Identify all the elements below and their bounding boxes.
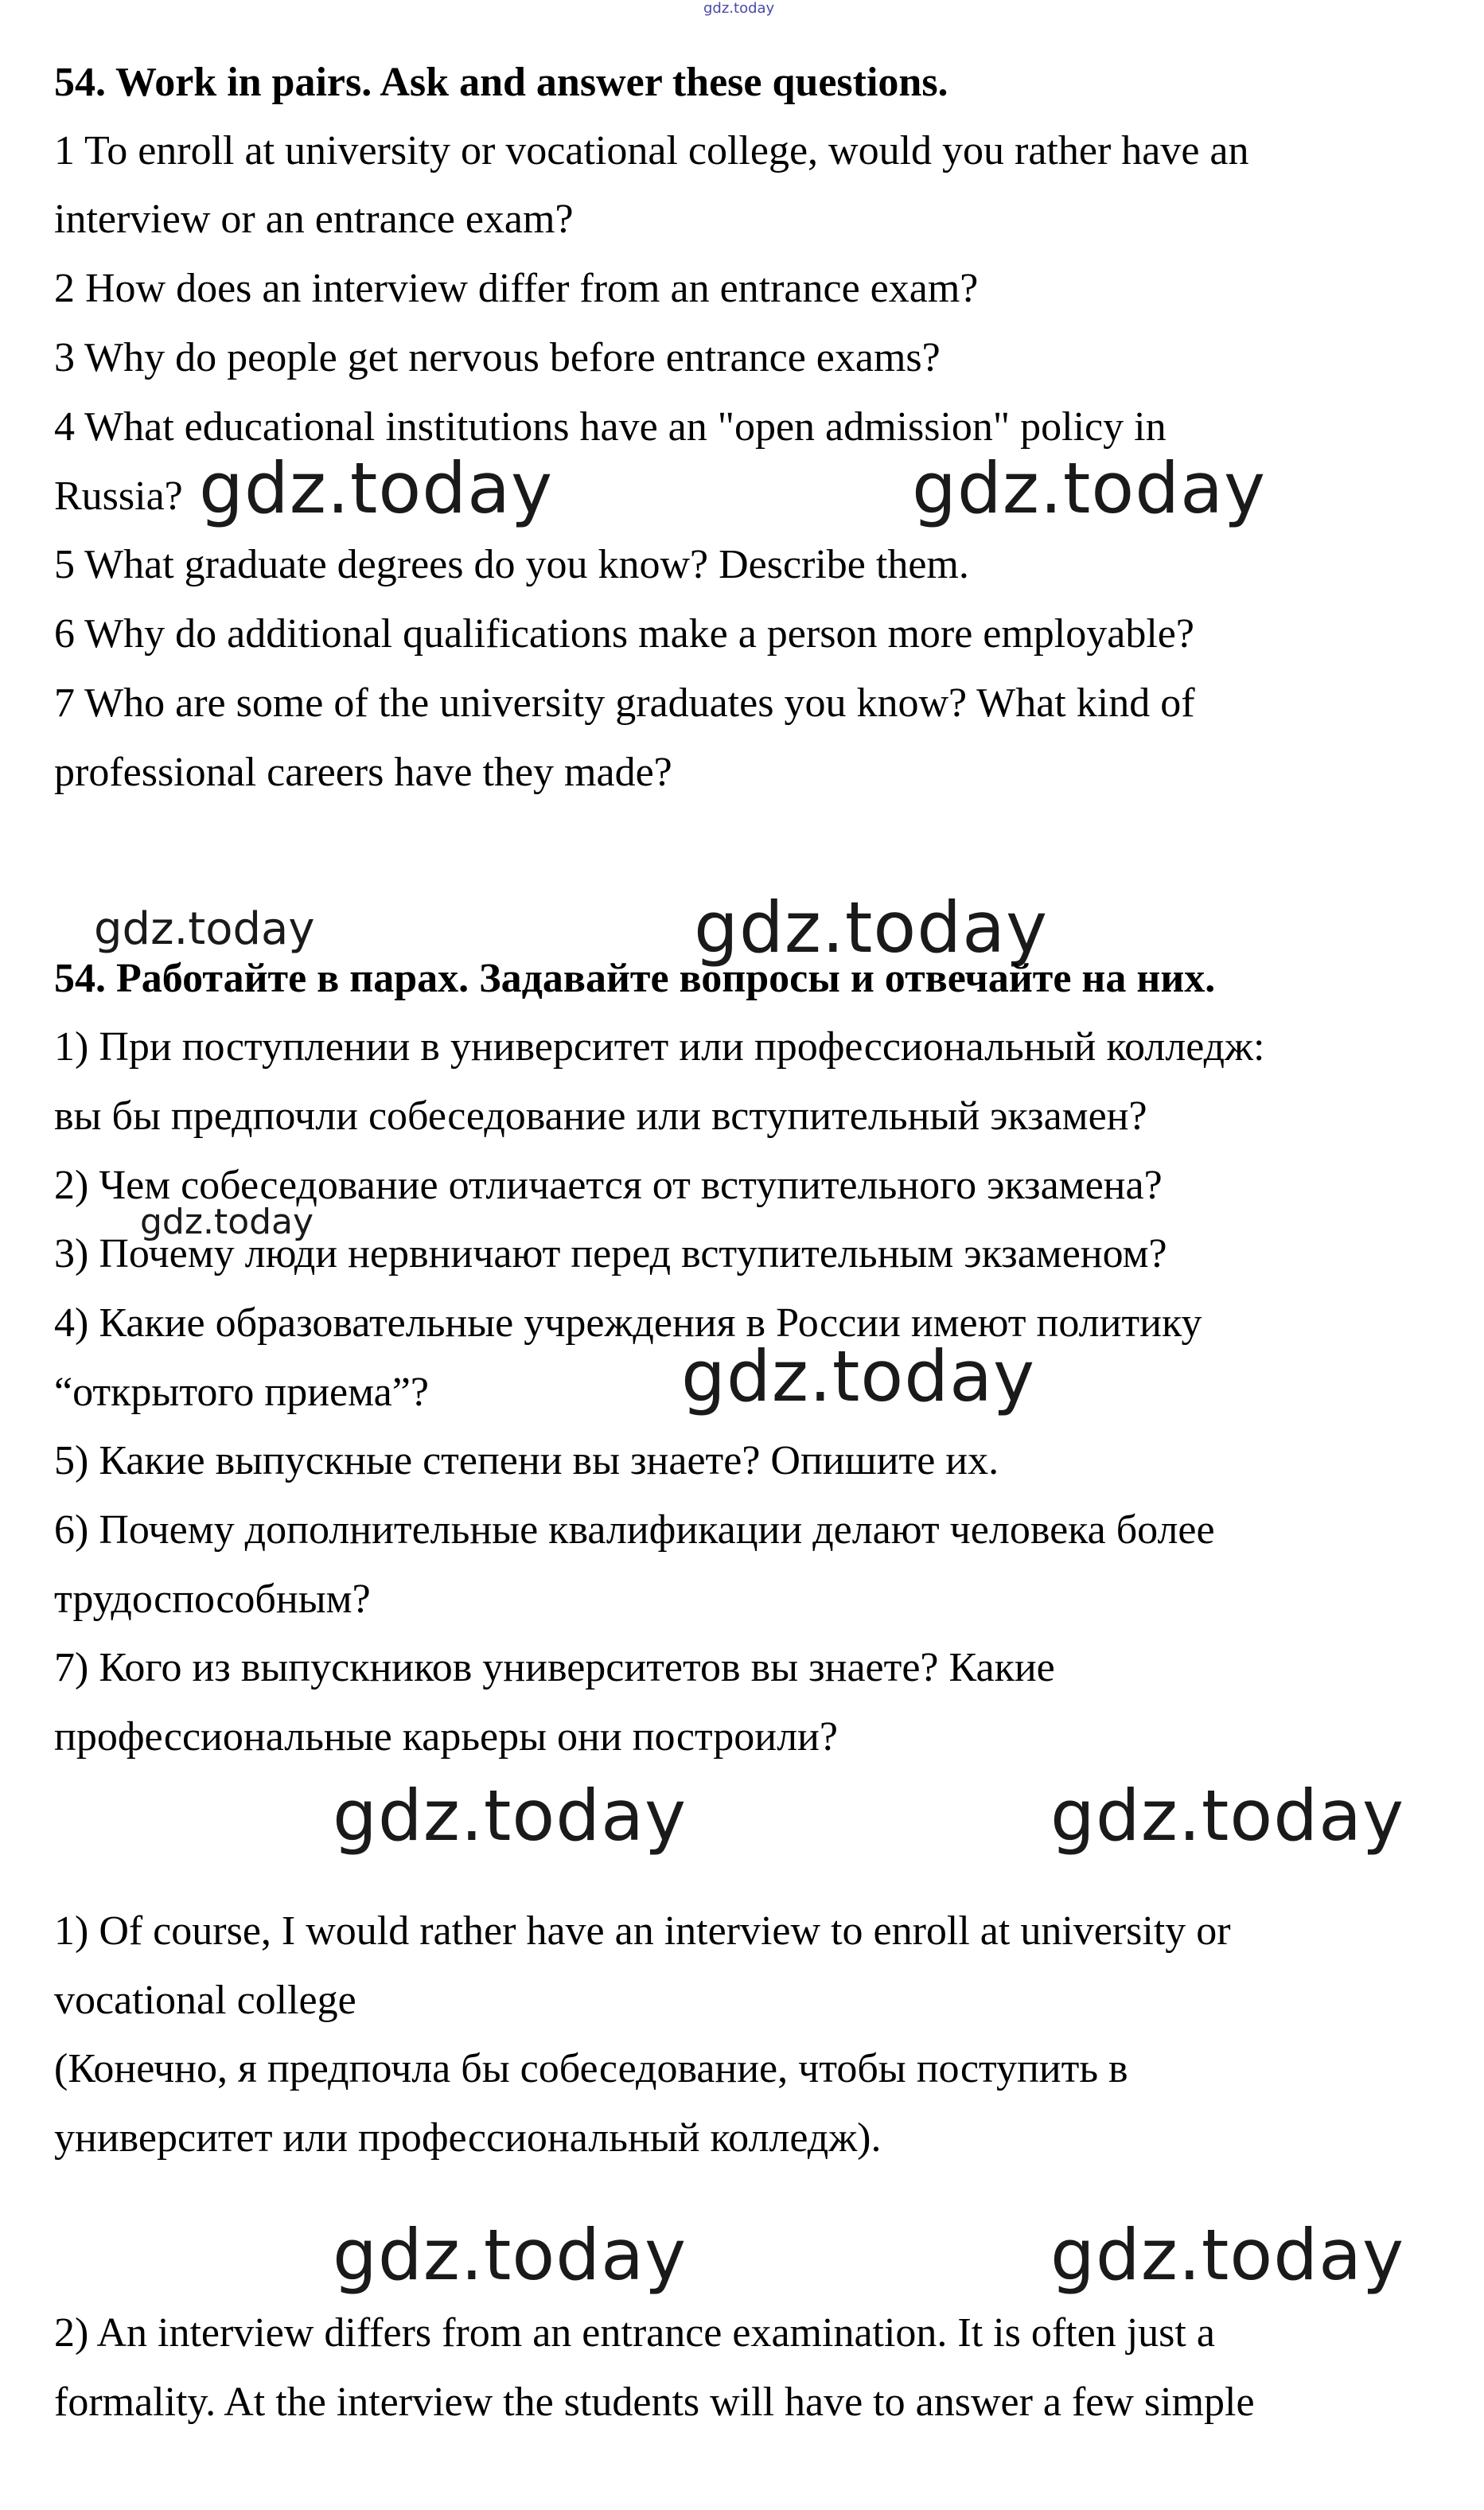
watermark: gdz.today [1050,2214,1405,2296]
task-en-line: professional careers have they made? [54,750,672,795]
task-ru-line: 1) При поступлении в университет или профессиональный колледж: [54,1024,1265,1070]
task-en-line: interview or an entrance exam? [54,197,574,242]
watermark: gdz.today [694,887,1049,969]
watermark: gdz.today [140,1202,314,1242]
task-en-line: Russia? [54,474,183,519]
task-ru-line: трудоспособным? [54,1577,371,1622]
task-en-line: 6 Why do additional qualifications make a person more employable? [54,611,1194,657]
watermark: gdz.today [333,2214,687,2296]
task-ru-line: 4) Какие образовательные учреждения в России имеют политику [54,1300,1202,1346]
watermark: gdz.today [333,1775,687,1857]
watermark: gdz.today [681,1335,1036,1417]
task-ru-line: 3) Почему люди нервничают перед вступительным экзаменом? [54,1231,1167,1276]
watermark: gdz.today [199,447,554,529]
task-ru-line: “открытого приема”? [54,1370,429,1415]
answer-1-line: (Конечно, я предпочла бы собеседование, чтобы поступить в [54,2046,1128,2091]
task-en-title: 54. Work in pairs. Ask and answer these questions. [54,60,948,105]
task-ru-line: 6) Почему дополнительные квалификации делают человека более [54,1507,1215,1553]
task-en-line: 4 What educational institutions have an "open admission" policy in [54,404,1167,450]
task-en-line: 3 Why do people get nervous before entrance exams? [54,335,941,380]
header-watermark: gdz.today [703,0,775,17]
watermark: gdz.today [912,447,1267,529]
task-en-line: 2 How does an interview differ from an entrance exam? [54,266,979,311]
task-en-line: 7 Who are some of the university graduates you know? What kind of [54,680,1195,726]
task-ru-line: 2) Чем собеседование отличается от вступительного экзамена? [54,1163,1163,1208]
task-ru-title: 54. Работайте в парах. Задавайте вопросы и отвечайте на них. [54,956,1216,1001]
task-ru-line: вы бы предпочли собеседование или вступительный экзамен? [54,1093,1147,1139]
task-en-line: 5 What graduate degrees do you know? Describe them. [54,542,969,587]
answer-2-line: 2) An interview differs from an entrance examination. It is often just a [54,2310,1215,2356]
answer-1-line: vocational college [54,1978,356,2023]
task-ru-line: 5) Какие выпускные степени вы знаете? Опишите их. [54,1438,999,1483]
task-en-line: 1 To enroll at university or vocational college, would you rather have an [54,128,1249,173]
watermark: gdz.today [94,903,315,955]
watermark: gdz.today [1050,1775,1405,1857]
answer-1-line: 1) Of course, I would rather have an interview to enroll at university or [54,1908,1231,1954]
answer-2-line: formality. At the interview the students will have to answer a few simple [54,2379,1255,2425]
answer-1-line: университет или профессиональный колледж). [54,2115,882,2161]
task-ru-line: 7) Кого из выпускников университетов вы знаете? Какие [54,1645,1055,1690]
task-ru-line: профессиональные карьеры они построили? [54,1714,838,1760]
